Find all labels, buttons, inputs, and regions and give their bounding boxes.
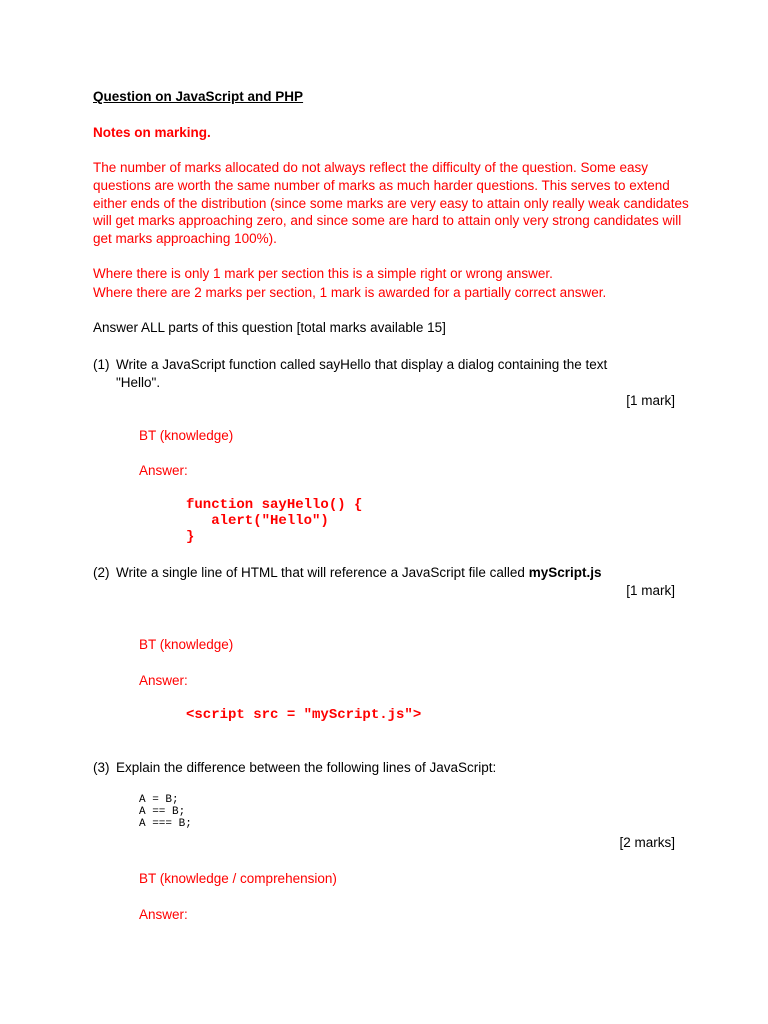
question-2-filename: myScript.js — [528, 565, 602, 580]
question-3-bt: BT (knowledge / comprehension) — [139, 871, 337, 886]
question-3-answer-label: Answer: — [139, 907, 188, 922]
question-2-bt: BT (knowledge) — [139, 637, 234, 652]
question-3-number: (3) — [93, 760, 110, 775]
notes-heading: Notes on marking. — [93, 125, 211, 140]
question-3-marks: [2 marks] — [619, 835, 675, 850]
question-3-text: Explain the difference between the following lines of JavaScript: — [116, 760, 497, 775]
marking-rule-1: Where there is only 1 mark per section this is a simple right or wrong answer. — [93, 266, 553, 281]
marking-rule-2: Where there are 2 marks per section, 1 mark is awarded for a partially correct answer. — [93, 285, 607, 300]
question-1-answer-code-line2: alert("Hello") — [186, 513, 329, 529]
question-1-answer-code-line1: function sayHello() { — [186, 497, 363, 513]
question-2-text-plain: Write a single line of HTML that will reference a JavaScript file called — [116, 565, 529, 580]
question-2-answer-label: Answer: — [139, 673, 188, 688]
question-1-answer-label: Answer: — [139, 463, 188, 478]
question-2-marks: [1 mark] — [626, 583, 675, 598]
instruction-text: Answer ALL parts of this question [total marks available 15] — [93, 320, 446, 335]
question-3-code-line1: A = B; — [139, 794, 179, 806]
question-3-code-line3: A === B; — [139, 818, 192, 830]
question-2-number: (2) — [93, 565, 110, 580]
page-title: Question on JavaScript and PHP — [93, 89, 304, 104]
question-2-answer-code: <script src = "myScript.js"> — [186, 707, 422, 723]
question-2-text — [116, 564, 601, 581]
notes-paragraph: The number of marks allocated do not always reflect the difficulty of the question. Some easy questions are worth the same number of marks as much harder questions. This serves to extend either ends of the distribution (since some marks are very easy to attain only really weak candidates will get marks approaching zero, and since some are hard to attain only very strong candidates will get marks approaching 100%). — [93, 160, 689, 247]
question-1-text-line2: "Hello". — [116, 375, 161, 390]
question-1-marks: [1 mark] — [626, 393, 675, 408]
question-1-number: (1) — [93, 357, 110, 372]
question-1-answer-code-line3: } — [186, 529, 195, 545]
question-1-bt: BT (knowledge) — [139, 428, 234, 443]
question-1-text-line1: Write a JavaScript function called sayHello that display a dialog containing the text — [116, 357, 608, 372]
question-3-code-line2: A == B; — [139, 806, 186, 818]
